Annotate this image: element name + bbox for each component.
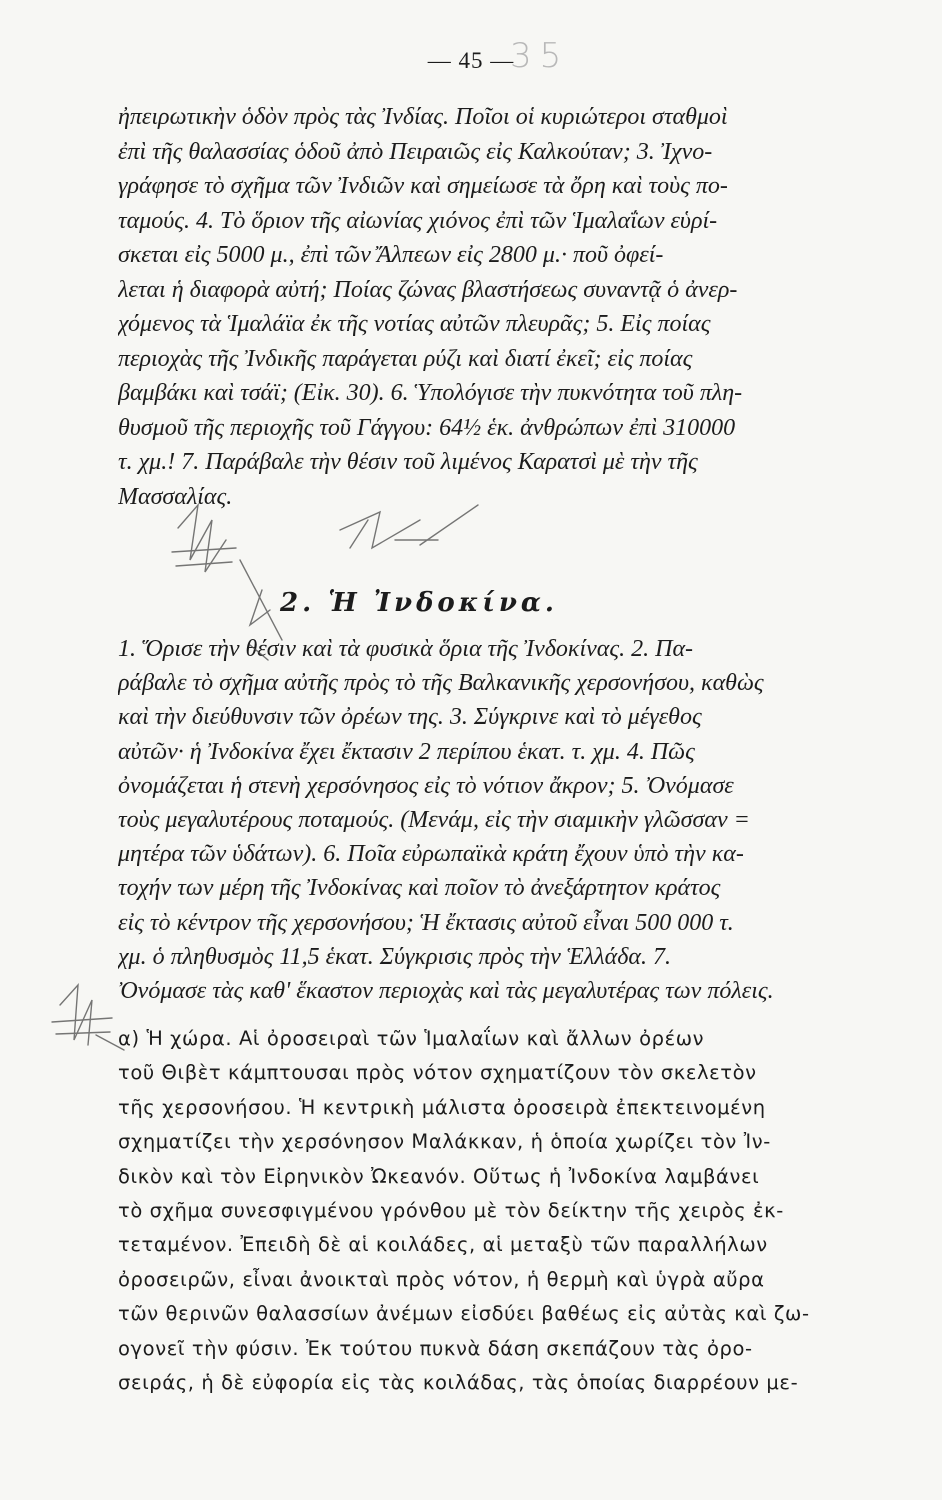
text-line: ὀνομάζεται ἡ στενὴ χερσόνησος εἰς τὸ νότιον ἄκρον; 5. Ὀνόμασε <box>118 772 734 799</box>
text-line: τοὺς μεγαλυτέρους ποταμούς. (Μενάμ, εἰς τὴν σιαμικὴν γλῶσσαν = <box>118 806 750 833</box>
text-line: γράφησε τὸ σχῆμα τῶν Ἰνδιῶν καὶ σημείωσε τὰ ὄρη καὶ τοὺς πο- <box>118 173 728 199</box>
text-line: τῶν θερινῶν θαλασσίων ἀνέμων εἰσδύει βαθέως εἰς αὐτὰς καὶ ζω- <box>118 1302 810 1326</box>
text-line: λεται ἡ διαφορὰ αὐτή; Ποίας ζώνας βλαστήσεως συναντᾷ ὁ ἀνερ- <box>118 276 738 303</box>
text-line: μητέρα τῶν ὑδάτων). 6. Ποῖα εὐρωπαϊκὰ κράτη ἔχουν ὑπὸ τὴν κα- <box>118 841 744 868</box>
text-line: α) Ἡ χώρα. Αἱ ὀροσειραὶ τῶν Ἱμαλαΐων καὶ ἄλλων ὀρέων <box>118 1027 705 1050</box>
text-line: 1. Ὅρισε τὴν θέσιν καὶ τὰ φυσικὰ ὅρια τῆς Ἰνδοκίνας. 2. Πα- <box>118 636 694 662</box>
text-line: τὸ σχῆμα συνεσφιγμένου γρόνθου μὲ τὸν δείκτην τῆς χειρὸς ἐκ- <box>118 1198 784 1222</box>
text-line: τοῦ Θιβὲτ κάμπτουσαι πρὸς νότον σχηματίζουν τὸν σκελετὸν <box>118 1061 757 1085</box>
questions-india <box>118 100 818 514</box>
text-line: σχηματίζει τὴν χερσόνησον Μαλάκκαν, ἡ ὁποία χωρίζει τὸν Ἰν- <box>118 1130 771 1154</box>
text-line: βαμβάκι καὶ τσάϊ; (Εἰκ. 30). 6. Ὑπολόγισε τὴν πυκνότητα τοῦ πλη- <box>118 380 743 406</box>
text-line: ἠπειρωτικὴν ὁδὸν πρὸς τὰς Ἰνδίας. Ποῖοι οἱ κυριώτεροι σταθμοὶ <box>118 104 728 130</box>
text-line: ταμούς. 4. Τὸ ὅριον τῆς αἰωνίας χιόνος ἐπὶ τῶν Ἱμαλαΐων εὑρί- <box>118 207 718 234</box>
text-line: χόμενος τὰ Ἱμαλάϊα ἐκ τῆς νοτίας αὐτῶν πλευρᾶς; 5. Εἰς ποίας <box>118 311 711 337</box>
text-line: τ. χμ.! 7. Παράβαλε τὴν θέσιν τοῦ λιμένος Καρατσὶ μὲ τὴν τῆς <box>118 449 698 475</box>
text-line: ἐπὶ τῆς θαλασσίας ὁδοῦ ἀπὸ Πειραιῶς εἰς Καλκούταν; 3. Ἰχνο- <box>118 138 713 165</box>
text-line: ράβαλε τὸ σχῆμα αὐτῆς πρὸς τὸ τῆς Βαλκανικῆς χερσονήσου, καθὼς <box>118 670 764 697</box>
questions-indochina <box>118 632 818 1008</box>
pencil-page-note: 35 <box>510 36 570 76</box>
text-line: καὶ τὴν διεύθυνσιν τῶν ὀρέων της. 3. Σύγκρινε καὶ τὸ μέγεθος <box>118 704 702 731</box>
body-text <box>118 1022 818 1400</box>
text-line: σκεται εἰς 5000 μ., ἐπὶ τῶν Ἄλπεων εἰς 2800 μ.· ποῦ ὀφεί- <box>118 242 664 268</box>
text-line: ογονεῖ τὴν φύσιν. Ἐκ τούτου πυκνὰ δάση σκεπάζουν τὰς ὀρο- <box>118 1336 753 1360</box>
text-line: Ὀνόμασε τὰς καθ' ἕκαστον περιοχὰς καὶ τὰς μεγαλυτέρας των πόλεις. <box>118 977 774 1004</box>
text-line: ὀροσειρῶν, εἶναι ἀνοικταὶ πρὸς νότον, ἡ θερμὴ καὶ ὑγρὰ αὔρα <box>118 1267 765 1291</box>
text-line: δικὸν καὶ τὸν Εἰρηνικὸν Ὠκεανόν. Οὕτως ἡ Ἰνδοκίνα λαμβάνει <box>118 1164 760 1188</box>
text-line: τεταμένον. Ἐπειδὴ δὲ αἱ κοιλάδες, αἱ μεταξὺ τῶν παραλλήλων <box>118 1233 768 1257</box>
text-line: περιοχὰς τῆς Ἰνδικῆς παράγεται ρύζι καὶ διατί ἐκεῖ; εἰς ποίας <box>118 345 693 372</box>
text-line: τῆς χερσονήσου. Ἡ κεντρικὴ μάλιστα ὀροσειρὰ ἐπεκτεινομένη <box>118 1095 766 1119</box>
text-line: σειράς, ἡ δὲ εὐφορία εἰς τὰς κοιλάδας, τὰς ὁποίας διαρρέουν με- <box>118 1370 799 1394</box>
page-number: — 45 — <box>427 48 515 73</box>
section-heading: 2. Ἡ Ἰνδοκίνα. <box>280 588 558 618</box>
text-line: χμ. ὁ πληθυσμὸς 11,5 ἑκατ. Σύγκρισις πρὸς τὴν Ἑλλάδα. 7. <box>118 943 671 970</box>
text-line: θυσμοῦ τῆς περιοχῆς τοῦ Γάγγου: 64½ ἑκ. ἀνθρώπων ἐπὶ 310000 <box>118 414 736 441</box>
text-line: τοχήν των μέρη τῆς Ἰνδοκίνας καὶ ποῖον τὸ ἀνεξάρτητον κράτος <box>118 875 721 902</box>
text-line: αὐτῶν· ἡ Ἰνδοκίνα ἔχει ἔκτασιν 2 περίπου ἑκατ. τ. χμ. 4. Πῶς <box>118 738 695 765</box>
text-line: Μασσαλίας. <box>118 483 233 510</box>
text-line: εἰς τὸ κέντρον τῆς χερσονήσου; Ἡ ἔκτασις αὐτοῦ εἶναι 500 000 τ. <box>118 909 734 936</box>
